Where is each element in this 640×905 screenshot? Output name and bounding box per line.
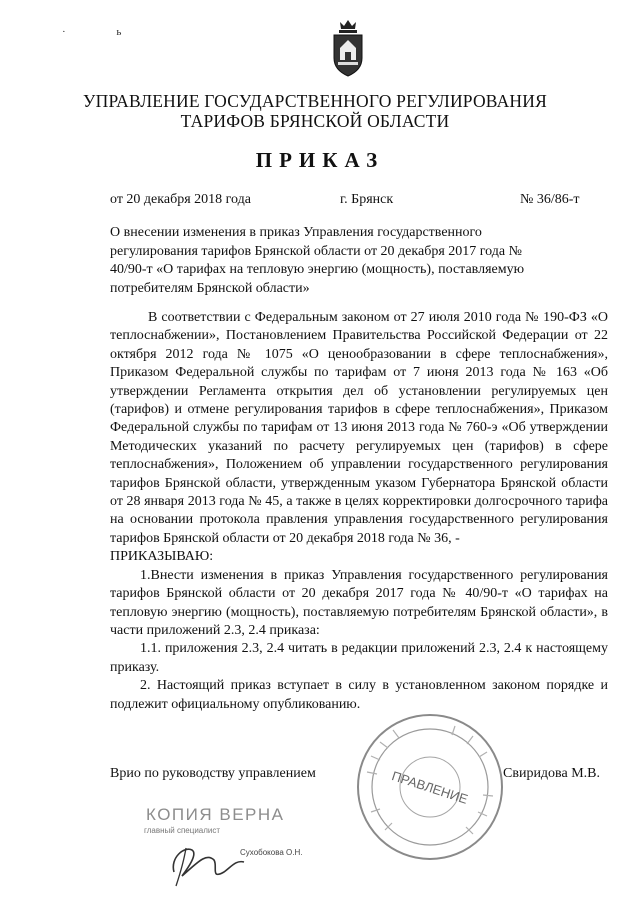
document-city: г. Брянск xyxy=(340,192,394,207)
order-item-1-1: 1.1. приложения 2.3, 2.4 читать в редакции приложений 2.3, 2.4 к настоящему приказу. xyxy=(110,641,608,675)
document-number: № 36/86-т xyxy=(520,192,580,207)
preamble-paragraph: В соответствии с Федеральным законом от 27 июля 2010 года № 190-ФЗ «О теплоснабжении», Постановлением Правительства Российской Федерации от 22 октября 2012 года № 1075 «О ценообразовании в сфере теплоснабжения», Приказом Федеральной службы по тарифам от 7 июня 2013 года № 163 «Об утверждении Регламента открытия дел об установлении регулируемых цен (тарифов) и отмене регулирования тарифов в сфере теплоснабжения», Приказом Федеральной службы по тарифам от 13 июня 2013 года № 760-э «Об утверждении Методических указаний по расчету регулируемых цен (тарифов) в сфере теплоснабжения», Положением об управлении государственного регулирования тарифов Брянской области, утвержденным указом Губернатора Брянской области от 28 января 2013 года № 45, а также в целях корректировки долгосрочного тарифа на основании протокола правления управления государственного регулирования тарифов Брянской области от 20 декабря 2018 года № 36, - xyxy=(110,310,608,546)
document-title: ПРИКАЗ xyxy=(255,148,385,172)
coat-of-arms-emblem xyxy=(326,18,370,82)
copy-certified-stamp xyxy=(140,800,310,890)
order-item-2: 2. Настоящий приказ вступает в силу в установленном законом порядке и подлежит официальному опубликованию. xyxy=(110,678,608,712)
document-subject: О внесении изменения в приказ Управления государственного регулирования тарифов Брянской области от 20 декабря 2017 года № 40/90-т «О тарифах на тепловую энергию (мощность), поставляемую потребителям Брянской области» xyxy=(110,225,525,296)
signatory-position: Врио по руководству управлением xyxy=(110,766,316,781)
organization-name-line2: ТАРИФОВ БРЯНСКОЙ ОБЛАСТИ xyxy=(180,111,450,131)
copy-stamp-title: КОПИЯ ВЕРНА xyxy=(146,805,285,824)
seal-center-text: ПРАВЛЕНИЕ xyxy=(389,768,470,807)
signatory-name: Свиридова М.В. xyxy=(503,766,600,781)
copy-stamp-signer: Сухобокова О.Н. xyxy=(240,848,303,857)
official-seal xyxy=(355,712,505,862)
document-body xyxy=(110,309,608,714)
order-item-1: 1.Внести изменения в приказ Управления государственного регулирования тарифов Брянской области от 20 декабря 2017 года № 40/90-т «О тарифах на тепловую энергию (мощность), поставляемую потребителям Брянской области», в части приложений 2.3, 2.4 приказа: xyxy=(110,567,608,638)
organization-name-line1: УПРАВЛЕНИЕ ГОСУДАРСТВЕННОГО РЕГУЛИРОВАНИЯ xyxy=(83,91,547,111)
handwritten-signature xyxy=(173,849,244,876)
document-date: от 20 декабря 2018 года xyxy=(110,192,251,207)
copy-stamp-role: главный специалист xyxy=(144,826,221,835)
corner-marks: · ь xyxy=(62,26,146,38)
order-word: ПРИКАЗЫВАЮ: xyxy=(110,549,214,565)
